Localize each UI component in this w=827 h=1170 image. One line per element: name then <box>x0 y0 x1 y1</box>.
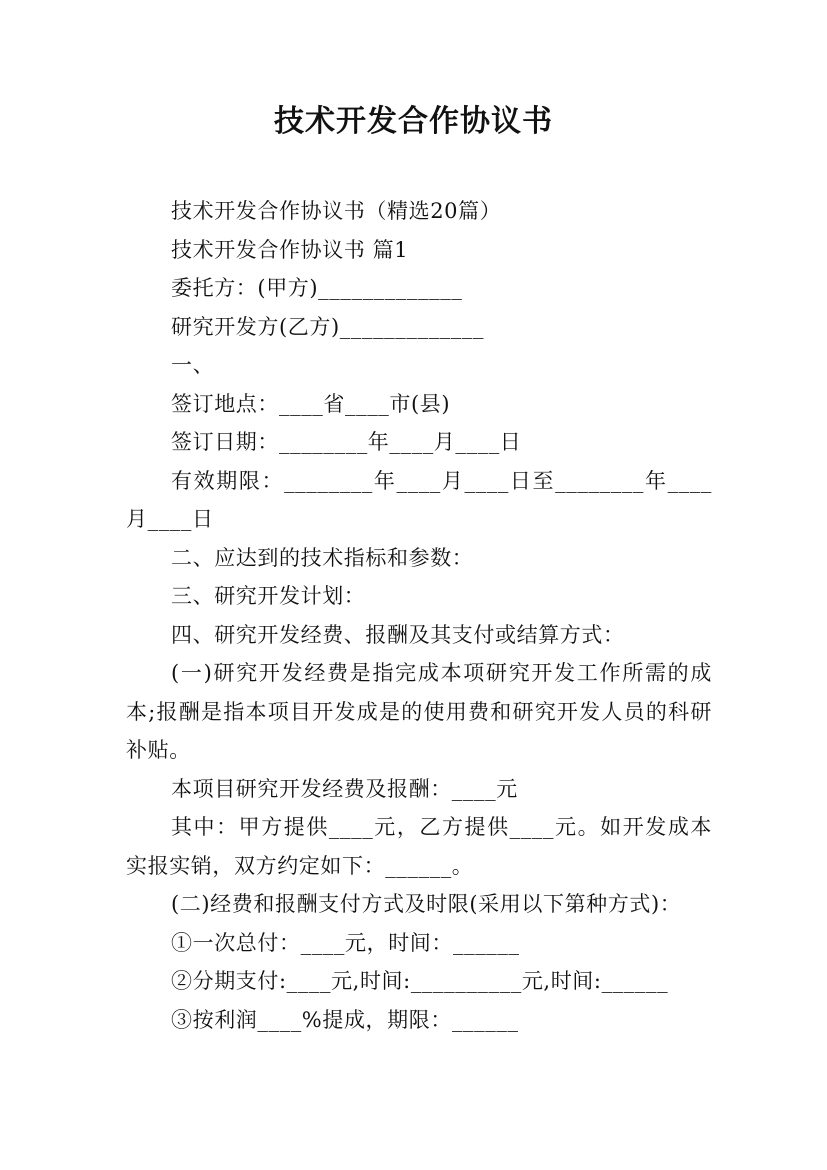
paragraph: 本项目研究开发经费及报酬：____元 <box>171 776 518 801</box>
paragraph: 三、研究开发计划： <box>171 584 366 608</box>
paragraph: ③按利润____%提成，期限：______ <box>171 1007 519 1032</box>
paragraph: 签订地点：____省____市(县) <box>171 391 451 416</box>
paragraph: (二)经费和报酬支付方式及时限(采用以下第种方式)： <box>171 892 682 916</box>
document-body <box>126 192 712 1039</box>
paragraph: 有效期限：________年____月____日至________年____月____日 <box>126 468 712 531</box>
paragraph: 委托方：(甲方)_____________ <box>171 276 463 300</box>
document-title: 技术开发合作协议书 <box>274 104 553 139</box>
paragraph: 二、应达到的技术指标和参数： <box>171 545 474 570</box>
paragraph: ①一次总付：____元，时间：______ <box>171 930 520 955</box>
paragraph: 其中：甲方提供____元，乙方提供____元。如开发成本实报实销，双方约定如下：______。 <box>126 815 712 878</box>
paragraph: 技术开发合作协议书 篇1 <box>171 237 409 262</box>
paragraph: 四、研究开发经费、报酬及其支付或结算方式： <box>171 622 625 647</box>
paragraph: 一、 <box>171 353 215 377</box>
paragraph: 技术开发合作协议书（精选20篇） <box>171 199 502 223</box>
paragraph: 签订日期：________年____月____日 <box>171 430 522 454</box>
paragraph: (一)研究开发经费是指完成本项研究开发工作所需的成本;报酬是指本项目开发成是的使用费和研究开发人员的科研补贴。 <box>126 661 712 762</box>
paragraph: ②分期支付:____元,时间:__________元,时间:______ <box>171 969 669 993</box>
paragraph: 研究开发方(乙方)_____________ <box>171 314 485 339</box>
